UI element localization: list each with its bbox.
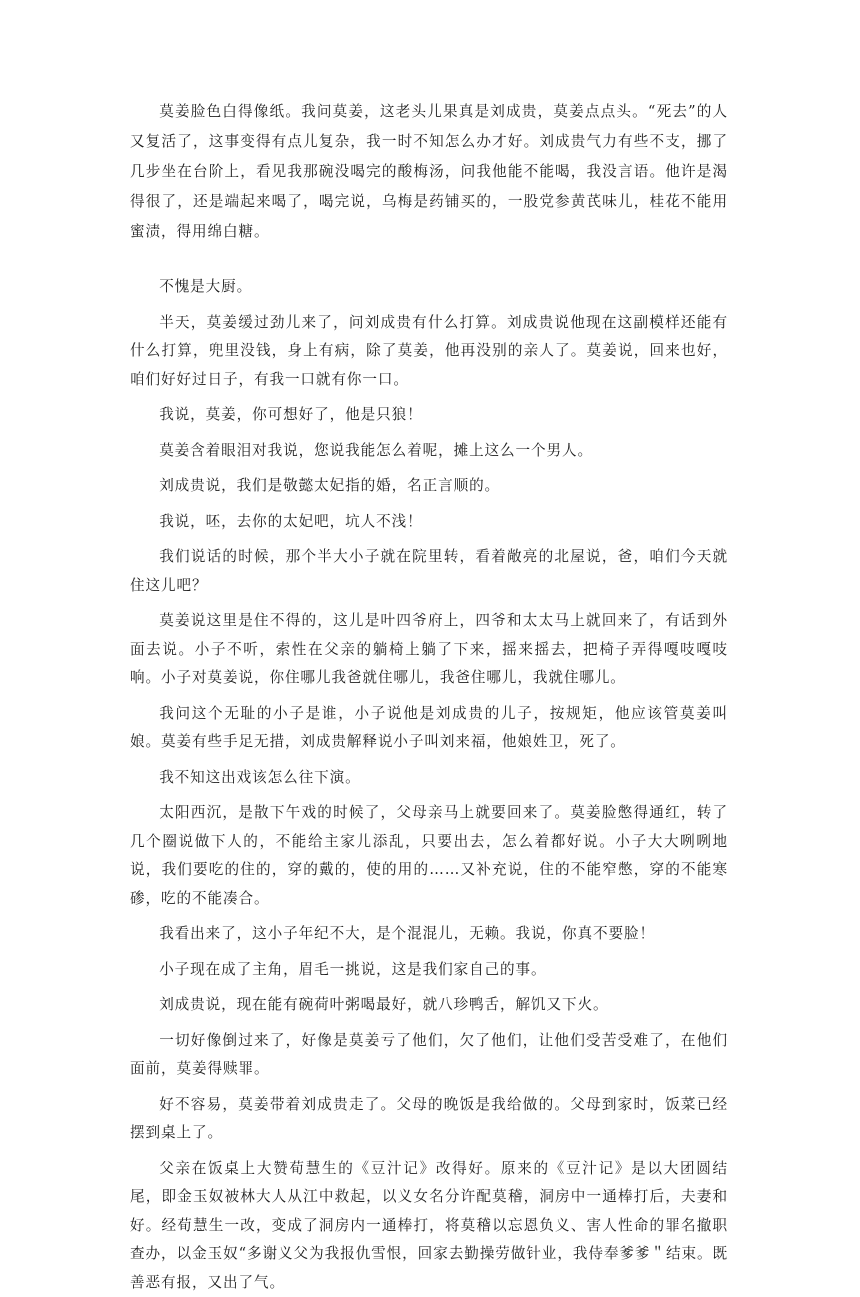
paragraph-9: 莫姜说这里是住不得的，这儿是叶四爷府上，四爷和太太马上就回来了，有话到外面去说。小子不听，索性在父亲的躺椅上躺了下来，摇来摇去，把椅子弄得嘎吱嘎吱响。小子对莫姜说，你住哪儿我爸就住哪儿，我爸住哪儿，我就住哪儿。 — [130, 607, 728, 693]
paragraph-14: 小子现在成了主角，眉毛一挑说，这是我们家自己的事。 — [130, 956, 728, 985]
article-body — [130, 97, 728, 1297]
paragraph-18: 父亲在饭桌上大赞荀慧生的《豆汁记》改得好。原来的《豆汁记》是以大团圆结尾，即金玉奴被林大人从江中救起，以义女名分许配莫稽，洞房中一通棒打后，夫妻和好。经荀慧生一改，变成了洞房内一通棒打，将莫稽以忘恩负义、害人性命的罪名撤职查办，以金玉奴“多谢义父为我报仇雪恨，回家去勤操劳做针业，我侍奉爹爹＂结束。既善恶有报，又出了气。 — [130, 1155, 728, 1297]
paragraph-6: 刘成贵说，我们是敬懿太妃指的婚，名正言顺的。 — [130, 472, 728, 501]
paragraph-10: 我问这个无耻的小子是谁，小子说他是刘成贵的儿子，按规矩，他应该管莫姜叫娘。莫姜有些手足无措，刘成贵解释说小子叫刘来福，他娘姓卫，死了。 — [130, 700, 728, 757]
paragraph-7: 我说，呸，去你的太妃吧，坑人不浅！ — [130, 508, 728, 537]
paragraph-3: 半天，莫姜缓过劲儿来了，问刘成贵有什么打算。刘成贵说他现在这副模样还能有什么打算，兜里没钱，身上有病，除了莫姜，他再没别的亲人了。莫姜说，回来也好，咱们好好过日子，有我一口就有你一口。 — [130, 309, 728, 395]
paragraph-2: 不愧是大厨。 — [130, 273, 728, 302]
paragraph-8: 我们说话的时候，那个半大小子就在院里转，看着敞亮的北屋说，爸，咱们今天就住这儿吧？ — [130, 543, 728, 600]
paragraph-17: 好不容易，莫姜带着刘成贵走了。父母的晚饭是我给做的。父母到家时，饭菜已经摆到桌上了。 — [130, 1091, 728, 1148]
paragraph-5: 莫姜含着眼泪对我说，您说我能怎么着呢，摊上这么一个男人。 — [130, 437, 728, 466]
paragraph-15: 刘成贵说，现在能有碗荷叶粥喝最好，就八珍鸭舌，解饥又下火。 — [130, 991, 728, 1020]
paragraph-4: 我说，莫姜，你可想好了，他是只狼！ — [130, 401, 728, 430]
paragraph-12: 太阳西沉，是散下午戏的时候了，父母亲马上就要回来了。莫姜脸憋得通红，转了几个圈说做下人的，不能给主家儿添乱，只要出去，怎么着都好说。小子大大咧咧地说，我们要吃的住的，穿的戴的，使的用的……又补充说，住的不能窄憋，穿的不能寒碜，吃的不能凑合。 — [130, 799, 728, 913]
paragraph-1: 莫姜脸色白得像纸。我问莫姜，这老头儿果真是刘成贵，莫姜点点头。“死去”的人又复活了，这事变得有点儿复杂，我一时不知怎么办才好。刘成贵气力有些不支，挪了几步坐在台阶上，看见我那碗没喝完的酸梅汤，问我他能不能喝，我没言语。他许是渴得很了，还是端起来喝了，喝完说，乌梅是药铺买的，一股党参黄芪味儿，桂花不能用蜜渍，得用绵白糖。 — [130, 97, 728, 247]
paragraph-11: 我不知这出戏该怎么往下演。 — [130, 764, 728, 793]
paragraph-16: 一切好像倒过来了，好像是莫姜亏了他们，欠了他们，让他们受苦受难了，在他们面前，莫姜得赎罪。 — [130, 1027, 728, 1084]
paragraph-13: 我看出来了，这小子年纪不大，是个混混儿，无赖。我说，你真不要脸！ — [130, 920, 728, 949]
